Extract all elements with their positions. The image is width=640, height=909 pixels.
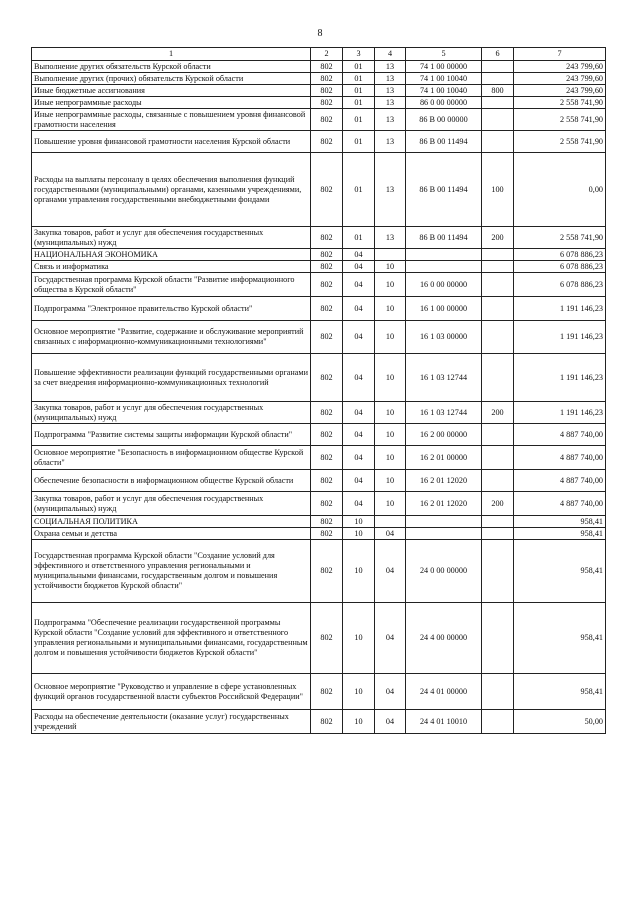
target-code-cell: 16 2 01 12020 <box>406 492 482 516</box>
subsection-code-cell: 10 <box>375 446 406 470</box>
item-name-cell: Основное мероприятие "Развитие, содержание и обслуживание мероприятий связанных с информационно-коммуникационными технологиями" <box>32 321 311 354</box>
subsection-code-cell: 10 <box>375 297 406 321</box>
subsection-code-cell: 04 <box>375 528 406 540</box>
target-code-cell: 16 1 03 00000 <box>406 321 482 354</box>
ministry-code-cell: 802 <box>311 261 343 273</box>
expense-type-cell <box>482 516 514 528</box>
item-name-cell: Государственная программа Курской области "Развитие информационного общества в Курской области" <box>32 273 311 297</box>
amount-cell: 4 887 740,00 <box>514 424 606 446</box>
target-code-cell: 24 4 01 00000 <box>406 674 482 710</box>
item-name-cell: Расходы на обеспечение деятельности (оказание услуг) государственных учреждений <box>32 710 311 734</box>
amount-cell: 1 191 146,23 <box>514 297 606 321</box>
item-name-cell: Выполнение других обязательств Курской области <box>32 61 311 73</box>
table-row <box>32 249 606 261</box>
ministry-code-cell: 802 <box>311 402 343 424</box>
table-row <box>32 131 606 153</box>
expense-type-cell <box>482 424 514 446</box>
amount-cell: 958,41 <box>514 528 606 540</box>
expense-type-cell <box>482 109 514 131</box>
section-code-cell: 04 <box>343 273 375 297</box>
amount-cell: 2 558 741,90 <box>514 97 606 109</box>
expense-type-cell <box>482 97 514 109</box>
amount-cell: 1 191 146,23 <box>514 321 606 354</box>
item-name-cell: Государственная программа Курской области "Создание условий для эффективного и ответственного управления региональными и муниципальными финансами, государственным долгом и повышения устойчивости бюджетов Курской области" <box>32 540 311 603</box>
expense-type-cell <box>482 674 514 710</box>
target-code-cell: 16 0 00 00000 <box>406 273 482 297</box>
target-code-cell <box>406 261 482 273</box>
item-name-cell: Связь и информатика <box>32 261 311 273</box>
expense-type-cell <box>482 61 514 73</box>
subsection-code-cell: 10 <box>375 492 406 516</box>
ministry-code-cell: 802 <box>311 516 343 528</box>
table-row <box>32 516 606 528</box>
subsection-code-cell: 04 <box>375 674 406 710</box>
table-row <box>32 97 606 109</box>
amount-cell: 50,00 <box>514 710 606 734</box>
target-code-cell: 86 В 00 00000 <box>406 109 482 131</box>
expense-type-cell <box>482 297 514 321</box>
section-code-cell: 10 <box>343 710 375 734</box>
item-name-cell: Иные непрограммные расходы <box>32 97 311 109</box>
item-name-cell: Подпрограмма "Электронное правительство Курской области" <box>32 297 311 321</box>
section-code-cell: 01 <box>343 61 375 73</box>
subsection-code-cell: 04 <box>375 710 406 734</box>
table-row <box>32 297 606 321</box>
ministry-code-cell: 802 <box>311 540 343 603</box>
ministry-code-cell: 802 <box>311 446 343 470</box>
ministry-code-cell: 802 <box>311 73 343 85</box>
ministry-code-cell: 802 <box>311 297 343 321</box>
subsection-code-cell: 13 <box>375 85 406 97</box>
column-header: 2 <box>311 48 343 61</box>
target-code-cell: 16 1 00 00000 <box>406 297 482 321</box>
amount-cell: 958,41 <box>514 674 606 710</box>
item-name-cell: СОЦИАЛЬНАЯ ПОЛИТИКА <box>32 516 311 528</box>
section-code-cell: 10 <box>343 603 375 674</box>
subsection-code-cell: 10 <box>375 261 406 273</box>
amount-cell: 958,41 <box>514 516 606 528</box>
target-code-cell: 16 1 03 12744 <box>406 402 482 424</box>
section-code-cell: 01 <box>343 73 375 85</box>
expense-type-cell: 200 <box>482 227 514 249</box>
ministry-code-cell: 802 <box>311 603 343 674</box>
target-code-cell: 16 2 01 12020 <box>406 470 482 492</box>
ministry-code-cell: 802 <box>311 321 343 354</box>
column-header: 1 <box>32 48 311 61</box>
ministry-code-cell: 802 <box>311 61 343 73</box>
expense-type-cell: 200 <box>482 402 514 424</box>
table-row <box>32 354 606 402</box>
table-row <box>32 424 606 446</box>
subsection-code-cell: 10 <box>375 402 406 424</box>
amount-cell: 243 799,60 <box>514 73 606 85</box>
item-name-cell: НАЦИОНАЛЬНАЯ ЭКОНОМИКА <box>32 249 311 261</box>
expense-type-cell <box>482 603 514 674</box>
item-name-cell: Подпрограмма "Развитие системы защиты информации Курской области" <box>32 424 311 446</box>
subsection-code-cell: 13 <box>375 109 406 131</box>
subsection-code-cell: 10 <box>375 273 406 297</box>
section-code-cell: 10 <box>343 674 375 710</box>
expense-type-cell: 200 <box>482 492 514 516</box>
ministry-code-cell: 802 <box>311 674 343 710</box>
subsection-code-cell: 10 <box>375 321 406 354</box>
subsection-code-cell: 13 <box>375 97 406 109</box>
table-row <box>32 61 606 73</box>
subsection-code-cell: 04 <box>375 603 406 674</box>
table-row <box>32 674 606 710</box>
item-name-cell: Подпрограмма "Обеспечение реализации государственной программы Курской области "Создание условий для эффективного и ответственного управления региональными и муниципальными финансами, государственным долгом и повышения устойчивости бюджетов Курской области" <box>32 603 311 674</box>
table-row <box>32 261 606 273</box>
target-code-cell <box>406 249 482 261</box>
target-code-cell <box>406 516 482 528</box>
target-code-cell <box>406 528 482 540</box>
target-code-cell: 86 В 00 11494 <box>406 153 482 227</box>
target-code-cell: 86 В 00 11494 <box>406 227 482 249</box>
ministry-code-cell: 802 <box>311 227 343 249</box>
ministry-code-cell: 802 <box>311 492 343 516</box>
section-code-cell: 10 <box>343 540 375 603</box>
section-code-cell: 01 <box>343 97 375 109</box>
subsection-code-cell: 13 <box>375 61 406 73</box>
ministry-code-cell: 802 <box>311 153 343 227</box>
expense-type-cell <box>482 540 514 603</box>
table-row <box>32 446 606 470</box>
ministry-code-cell: 802 <box>311 710 343 734</box>
expense-type-cell <box>482 321 514 354</box>
amount-cell: 6 078 886,23 <box>514 261 606 273</box>
item-name-cell: Повышение эффективности реализации функций государственными органами за счет внедрения информационно-коммуникационных технологий <box>32 354 311 402</box>
item-name-cell: Основное мероприятие "Безопасность в информационном обществе Курской области" <box>32 446 311 470</box>
expense-type-cell <box>482 446 514 470</box>
subsection-code-cell: 10 <box>375 424 406 446</box>
section-code-cell: 01 <box>343 85 375 97</box>
header-row <box>32 48 606 61</box>
section-code-cell: 01 <box>343 109 375 131</box>
amount-cell: 6 078 886,23 <box>514 273 606 297</box>
amount-cell: 4 887 740,00 <box>514 470 606 492</box>
table-row <box>32 227 606 249</box>
expense-type-cell: 100 <box>482 153 514 227</box>
amount-cell: 1 191 146,23 <box>514 402 606 424</box>
expense-type-cell <box>482 470 514 492</box>
section-code-cell: 01 <box>343 153 375 227</box>
expense-type-cell: 800 <box>482 85 514 97</box>
target-code-cell: 74 1 00 10040 <box>406 85 482 97</box>
expense-type-cell <box>482 528 514 540</box>
ministry-code-cell: 802 <box>311 85 343 97</box>
target-code-cell: 16 2 01 00000 <box>406 446 482 470</box>
item-name-cell: Обеспечение безопасности в информационном обществе Курской области <box>32 470 311 492</box>
table-row <box>32 603 606 674</box>
table-row <box>32 85 606 97</box>
subsection-code-cell: 13 <box>375 227 406 249</box>
section-code-cell: 04 <box>343 402 375 424</box>
section-code-cell: 01 <box>343 131 375 153</box>
table-row <box>32 321 606 354</box>
subsection-code-cell <box>375 249 406 261</box>
column-header: 6 <box>482 48 514 61</box>
target-code-cell: 16 2 00 00000 <box>406 424 482 446</box>
target-code-cell: 86 0 00 00000 <box>406 97 482 109</box>
ministry-code-cell: 802 <box>311 249 343 261</box>
section-code-cell: 01 <box>343 227 375 249</box>
item-name-cell: Иные бюджетные ассигнования <box>32 85 311 97</box>
subsection-code-cell: 10 <box>375 470 406 492</box>
section-code-cell: 04 <box>343 446 375 470</box>
table-row <box>32 710 606 734</box>
item-name-cell: Выполнение других (прочих) обязательств Курской области <box>32 73 311 85</box>
table-row <box>32 402 606 424</box>
table-row <box>32 73 606 85</box>
amount-cell: 2 558 741,90 <box>514 131 606 153</box>
subsection-code-cell: 04 <box>375 540 406 603</box>
expense-type-cell <box>482 131 514 153</box>
table-row <box>32 528 606 540</box>
table-row <box>32 109 606 131</box>
item-name-cell: Повышение уровня финансовой грамотности населения Курской области <box>32 131 311 153</box>
column-header: 5 <box>406 48 482 61</box>
target-code-cell: 86 В 00 11494 <box>406 131 482 153</box>
item-name-cell: Закупка товаров, работ и услуг для обеспечения государственных (муниципальных) нужд <box>32 492 311 516</box>
target-code-cell: 24 4 00 00000 <box>406 603 482 674</box>
expense-type-cell <box>482 710 514 734</box>
amount-cell: 4 887 740,00 <box>514 446 606 470</box>
column-header: 7 <box>514 48 606 61</box>
target-code-cell: 74 1 00 10040 <box>406 73 482 85</box>
item-name-cell: Основное мероприятие "Руководство и управление в сфере установленных функций органов государственной власти субъектов Российской Федерации" <box>32 674 311 710</box>
amount-cell: 243 799,60 <box>514 61 606 73</box>
table-row <box>32 153 606 227</box>
ministry-code-cell: 802 <box>311 273 343 297</box>
table-row <box>32 273 606 297</box>
expense-type-cell <box>482 249 514 261</box>
expense-type-cell <box>482 273 514 297</box>
ministry-code-cell: 802 <box>311 109 343 131</box>
section-code-cell: 04 <box>343 261 375 273</box>
subsection-code-cell: 13 <box>375 153 406 227</box>
expense-type-cell <box>482 73 514 85</box>
section-code-cell: 04 <box>343 354 375 402</box>
section-code-cell: 04 <box>343 424 375 446</box>
table-row <box>32 492 606 516</box>
target-code-cell: 74 1 00 00000 <box>406 61 482 73</box>
item-name-cell: Закупка товаров, работ и услуг для обеспечения государственных (муниципальных) нужд <box>32 227 311 249</box>
target-code-cell: 16 1 03 12744 <box>406 354 482 402</box>
ministry-code-cell: 802 <box>311 424 343 446</box>
subsection-code-cell <box>375 516 406 528</box>
amount-cell: 2 558 741,90 <box>514 109 606 131</box>
amount-cell: 6 078 886,23 <box>514 249 606 261</box>
table-body <box>32 61 606 734</box>
amount-cell: 0,00 <box>514 153 606 227</box>
page-number: 8 <box>317 28 323 39</box>
subsection-code-cell: 10 <box>375 354 406 402</box>
subsection-code-cell: 13 <box>375 73 406 85</box>
ministry-code-cell: 802 <box>311 354 343 402</box>
section-code-cell: 10 <box>343 528 375 540</box>
section-code-cell: 04 <box>343 470 375 492</box>
ministry-code-cell: 802 <box>311 131 343 153</box>
section-code-cell: 04 <box>343 321 375 354</box>
subsection-code-cell: 13 <box>375 131 406 153</box>
target-code-cell: 24 4 01 10010 <box>406 710 482 734</box>
ministry-code-cell: 802 <box>311 528 343 540</box>
table-row <box>32 470 606 492</box>
amount-cell: 243 799,60 <box>514 85 606 97</box>
ministry-code-cell: 802 <box>311 470 343 492</box>
section-code-cell: 04 <box>343 249 375 261</box>
column-header: 3 <box>343 48 375 61</box>
section-code-cell: 10 <box>343 516 375 528</box>
table-row <box>32 540 606 603</box>
amount-cell: 1 191 146,23 <box>514 354 606 402</box>
amount-cell: 2 558 741,90 <box>514 227 606 249</box>
section-code-cell: 04 <box>343 492 375 516</box>
item-name-cell: Иные непрограммные расходы, связанные с повышением уровня финансовой грамотности населения <box>32 109 311 131</box>
section-code-cell: 04 <box>343 297 375 321</box>
expense-type-cell <box>482 354 514 402</box>
amount-cell: 4 887 740,00 <box>514 492 606 516</box>
expense-type-cell <box>482 261 514 273</box>
ministry-code-cell: 802 <box>311 97 343 109</box>
target-code-cell: 24 0 00 00000 <box>406 540 482 603</box>
item-name-cell: Охрана семьи и детства <box>32 528 311 540</box>
budget-table <box>31 47 606 734</box>
amount-cell: 958,41 <box>514 603 606 674</box>
item-name-cell: Закупка товаров, работ и услуг для обеспечения государственных (муниципальных) нужд <box>32 402 311 424</box>
item-name-cell: Расходы на выплаты персоналу в целях обеспечения выполнения функций государственными (муниципальными) органами, казенными учреждениями, органами управления государственными внебюджетными фондами <box>32 153 311 227</box>
amount-cell: 958,41 <box>514 540 606 603</box>
column-header: 4 <box>375 48 406 61</box>
